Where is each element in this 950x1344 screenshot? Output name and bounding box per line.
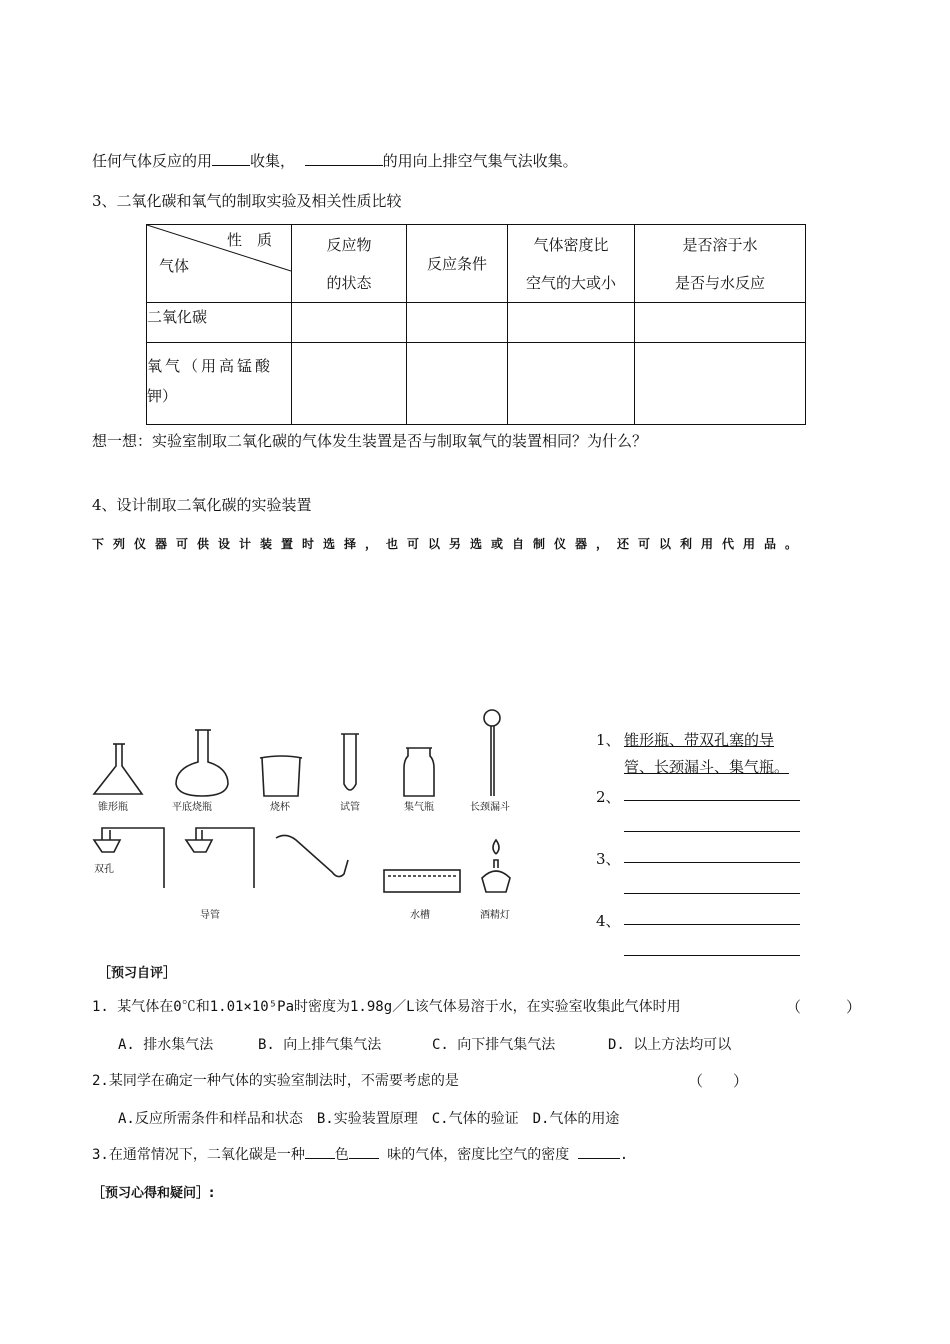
question-1: 1. 某气体在0℃和1.01×10⁵Pa时密度为1.98g／L该气体易溶于水，在实验室收集此气体时用 [92,999,681,1015]
diagonal-header-cell [147,225,292,303]
gas-label-cell: 氧气（用高锰酸 钾） [147,343,292,425]
answer-line[interactable] [624,893,800,894]
flat-flask-icon [176,730,228,796]
think-question: 想一想：实验室制取二氧化碳的气体发生装置是否与制取氧气的装置相同？为什么？ [92,432,648,450]
question-2: 2.某同学在确定一种气体的实验室制法时，不需要考虑的是 [92,1073,459,1089]
beaker-icon [262,758,300,796]
alcohol-lamp-icon [482,871,510,892]
caption: 集气瓶 [404,802,434,813]
answer-cell[interactable] [292,303,407,343]
question-2-paren: （ ） [688,1072,749,1090]
header-cell: 是否溶于水 是否与水反应 [635,225,806,303]
caption: 长颈漏斗 [470,802,510,813]
comparison-table [146,224,806,425]
section3-title: 3、二氧化碳和氧气的制取实验及相关性质比较 [92,192,402,210]
answer-line[interactable] [624,924,800,925]
q1-option-d[interactable]: D. 以上方法均可以 [608,1037,732,1053]
bent-tube-icon [276,835,348,876]
caption: 水槽 [410,910,430,921]
caption: 试管 [340,802,360,813]
answer-2-number: 2、 [596,788,621,806]
diag-top-label: 性 质 [227,231,273,249]
header-cell: 气体密度比 空气的大或小 [508,225,635,303]
intro-part1: 任何气体反应的用 [92,152,213,170]
answer-1-line2: 管、长颈漏斗、集气瓶。 [624,758,790,776]
answer-line[interactable] [624,955,800,956]
answer-1-line1: 锥形瓶、带双孔塞的导 [624,731,775,749]
answer-cell[interactable] [508,343,635,425]
fill-blank[interactable] [305,151,383,166]
intro-part2: 收集， [250,152,296,170]
question-3: 3.在通常情况下，二氧化碳是一种 色 味的气体，密度比空气的密度 . [92,1144,628,1164]
fill-blank[interactable] [349,1144,379,1159]
caption: 烧杯 [270,802,290,813]
answer-cell[interactable] [292,343,407,425]
answer-1-number: 1、 [596,731,621,749]
answer-cell[interactable] [407,303,508,343]
gas-label-cell: 二氧化碳 [147,303,292,343]
answer-cell[interactable] [635,343,806,425]
notes-heading: ［预习心得和疑问］: [92,1186,215,1201]
stopper-tube-icon [94,840,120,852]
answer-line[interactable] [624,831,800,832]
fill-blank[interactable] [305,1144,335,1159]
header-cell: 反应条件 [407,225,508,303]
answer-3-number: 3、 [596,850,621,868]
question-1-paren: （ ） [786,998,862,1016]
answer-cell[interactable] [508,303,635,343]
fill-blank[interactable] [212,151,250,166]
caption: 平底烧瓶 [172,802,212,813]
caption: 酒精灯 [480,910,510,921]
answer-cell[interactable] [407,343,508,425]
intro-part3: 的用向上排空气集气法收集。 [382,152,578,170]
header-cell: 反应物 的状态 [292,225,407,303]
q1-option-c[interactable]: C. 向下排气集气法 [432,1037,556,1053]
instruments-drawing [86,704,546,929]
delivery-tube-icon [186,840,212,852]
gas-jar-icon [404,748,434,796]
instrument-note: 下列仪器可供设计装置时选择，也可以另选或自制仪器，还可以利用代用品。 [92,537,807,551]
answer-4-number: 4、 [596,912,621,930]
q1-option-a[interactable]: A. 排水集气法 [118,1037,214,1053]
q2-options[interactable]: A.反应所需条件和样品和状态 B.实验装置原理 C.气体的验证 D.气体的用途 [118,1111,620,1127]
trough-icon [384,870,460,892]
fill-blank[interactable] [578,1144,620,1159]
answer-cell[interactable] [635,303,806,343]
section4-title: 4、设计制取二氧化碳的实验装置 [92,496,312,514]
caption: 锥形瓶 [98,802,128,813]
conical-flask-icon [94,744,142,794]
diag-bottom-label: 气体 [159,257,190,275]
intro-line [92,150,578,171]
caption: 导管 [200,910,220,921]
answer-line[interactable] [624,800,800,801]
preview-heading: ［预习自评］ [98,966,177,981]
funnel-icon [484,710,500,726]
q1-option-b[interactable]: B. 向上排气集气法 [258,1037,382,1053]
answer-line[interactable] [624,862,800,863]
test-tube-icon [344,734,356,790]
caption: 双孔 [94,864,114,875]
